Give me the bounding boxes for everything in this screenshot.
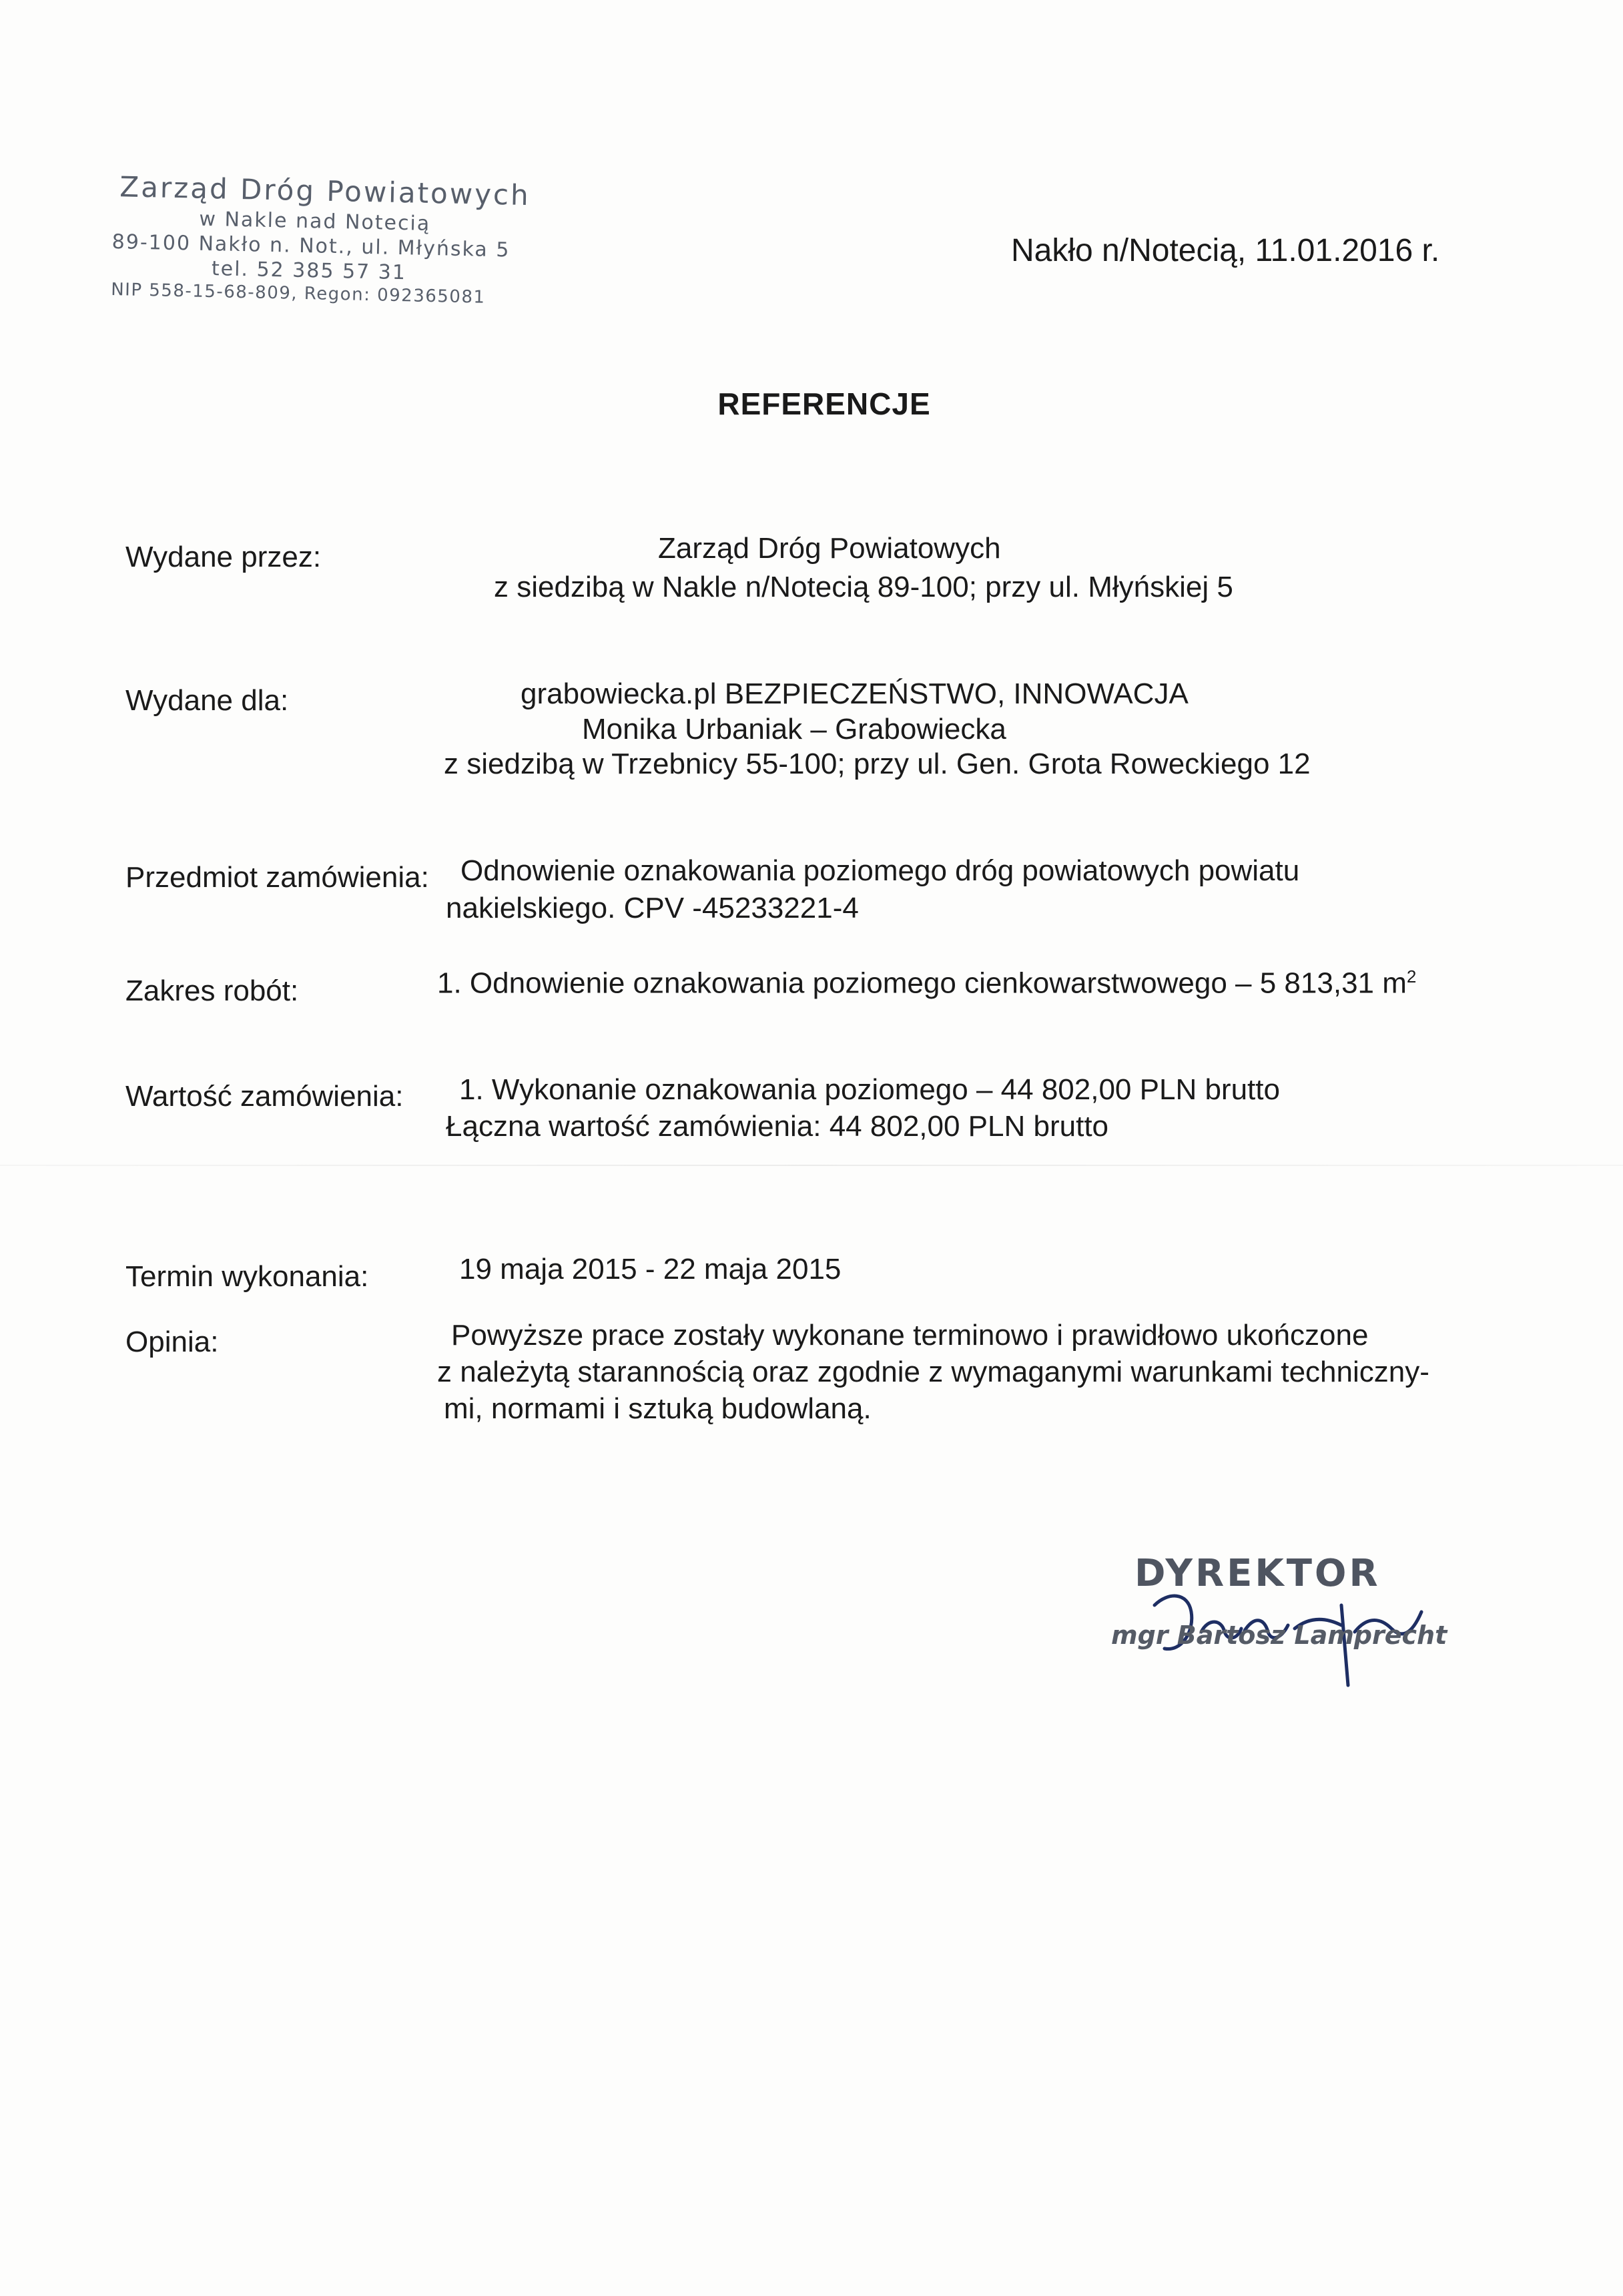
stamp-line-address: 89-100 Nakło n. Not., ul. Młyńska 5 (111, 230, 511, 262)
stamp-line-nip-regon: NIP 558-15-68-809, Regon: 092365081 (110, 279, 486, 308)
subject-label: Przedmiot zamówienia: (125, 861, 429, 894)
signatory-name-stamp: mgr Bartosz Lamprecht (1111, 1621, 1447, 1650)
stamp-line-location: w Nakle nad Notecią (199, 207, 431, 236)
issued-by-name: Zarząd Dróg Powiatowych (658, 532, 1001, 565)
paper-fold-line (0, 1165, 1623, 1166)
issued-for-address: z siedzibą w Trzebnicy 55-100; przy ul. Gen. Grota Roweckiego 12 (444, 748, 1311, 780)
issued-by-label: Wydane przez: (125, 541, 322, 573)
subject-line-1: Odnowienie oznakowania poziomego dróg powiatowych powiatu (460, 854, 1300, 887)
issued-by-address: z siedzibą w Nakle n/Notecią 89-100; przy ul. Młyńskiej 5 (494, 571, 1233, 603)
opinion-line-1: Powyższe prace zostały wykonane terminowo i prawidłowo ukończone (451, 1319, 1369, 1352)
subject-line-2: nakielskiego. CPV -45233221-4 (446, 892, 859, 924)
scope-label: Zakres robót: (125, 974, 299, 1007)
document-date: Nakło n/Notecią, 11.01.2016 r. (1011, 233, 1440, 268)
signature-title-stamp: DYREKTOR (1134, 1552, 1381, 1595)
opinion-label: Opinia: (125, 1326, 219, 1358)
document-title: REFERENCJE (717, 386, 931, 421)
value-line-2: Łączna wartość zamówienia: 44 802,00 PLN brutto (446, 1110, 1109, 1143)
scope-text: 1. Odnowienie oznakowania poziomego cienkowarstwowego – 5 813,31 m (437, 966, 1407, 1000)
value-label: Wartość zamówienia: (125, 1080, 404, 1113)
issued-for-label: Wydane dla: (125, 684, 289, 717)
term-dates: 19 maja 2015 - 22 maja 2015 (459, 1253, 842, 1285)
value-line-1: 1. Wykonanie oznakowania poziomego – 44 802,00 PLN brutto (459, 1073, 1280, 1106)
issued-for-company: grabowiecka.pl BEZPIECZEŃSTWO, INNOWACJA (521, 677, 1189, 710)
organization-stamp (111, 170, 541, 308)
stamp-line-phone: tel. 52 385 57 31 (211, 257, 407, 285)
term-label: Termin wykonania: (125, 1260, 369, 1293)
issued-for-person: Monika Urbaniak – Grabowiecka (582, 713, 1006, 746)
opinion-line-2: z należytą starannością oraz zgodnie z wymaganymi warunkami techniczny- (437, 1356, 1429, 1388)
opinion-line-3: mi, normami i sztuką budowlaną. (444, 1392, 872, 1425)
scope-line-1 (437, 966, 1416, 1000)
scope-superscript: 2 (1406, 966, 1417, 986)
stamp-line-organization: Zarząd Dróg Powiatowych (119, 170, 531, 212)
